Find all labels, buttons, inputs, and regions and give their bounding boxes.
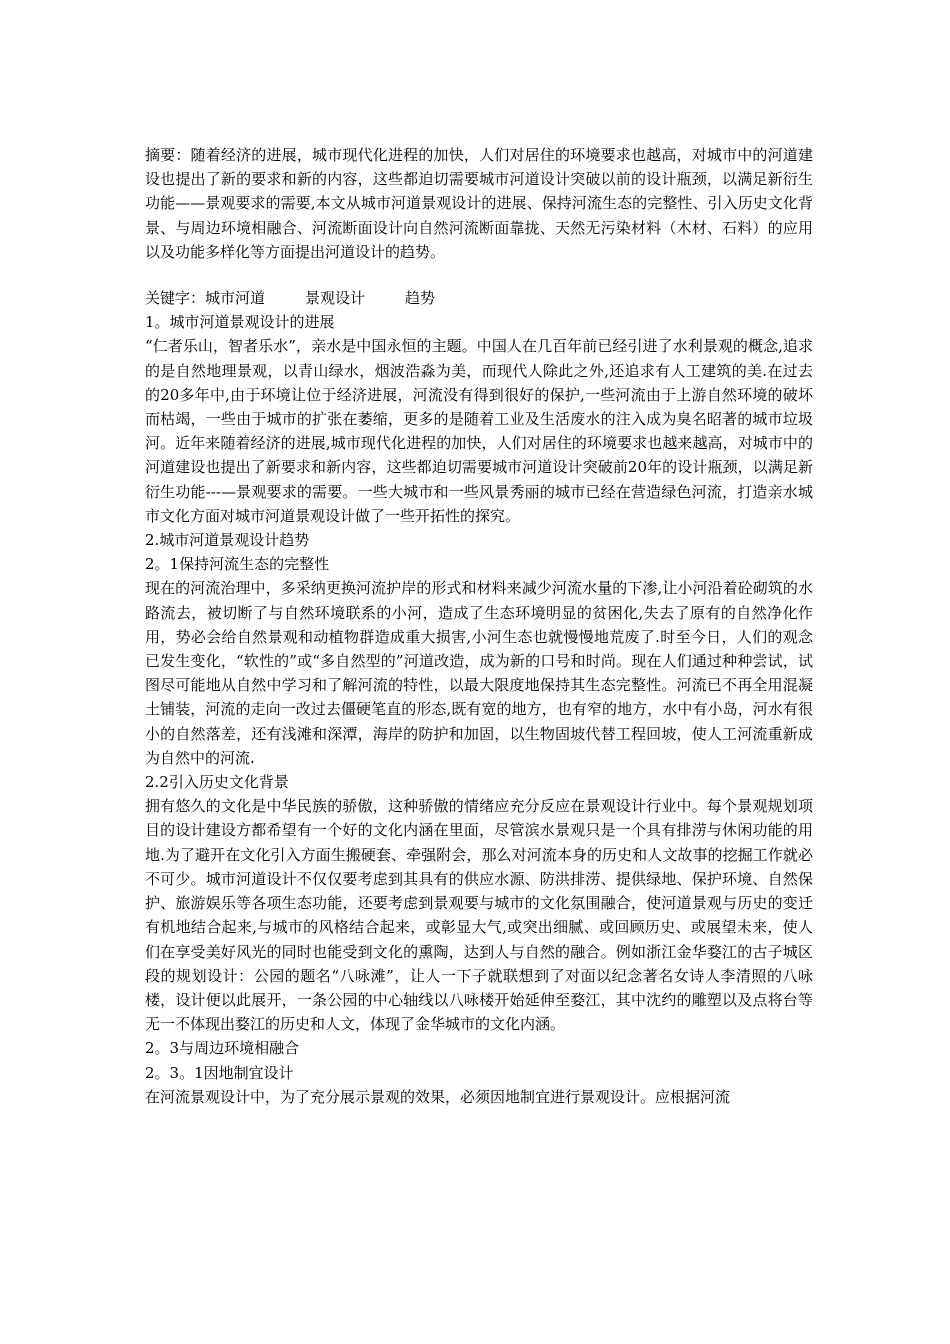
section-heading-1: 1。城市河道景观设计的进展 — [145, 313, 335, 332]
section-2-2-paragraph: 拥有悠久的文化是中华民族的骄傲，这种骄傲的情绪应充分反应在景观设计行业中。每个景观规划项目的设计建设方都希望有一个好的文化内涵在里面，尽管滨水景观只是一个具有排涝与休闲功能的用地.为了避开在文化引入方面生搬硬套、牵强附会，那么对河流本身的历史和人文故事的挖掘工作就必不可少。城市河道设计不仅仅要考虑到其具有的供应水源、防洪排涝、提供绿地、保护环境、自然保护、旅游娱乐等各项生态功能，还要考虑到景观要与城市的文化氛围融合，使河道景观与历史的变迁有机地结合起来,与城市的风格结合起来，或彰显大气,或突出细腻、或回顾历史、或展望未来，使人们在享受美好风光的同时也能受到文化的熏陶，达到人与自然的融合。例如浙江金华婺江的古子城区段的规划设计：公园的题名“八咏滩”，让人一下子就联想到了对面以纪念著名女诗人李清照的八咏楼，设计便以此展开，一条公园的中心轴线以八咏楼开始延伸至婺江，其中沈约的雕塑以及点将台等无一不体现出婺江的历史和人文，体现了金华城市的文化内涵。 — [145, 797, 813, 1034]
keyword-3: 趋势 — [405, 289, 436, 308]
keywords-label: 关键字：城市河道 — [145, 289, 266, 308]
keywords-line — [145, 286, 813, 310]
section-2-3-1-paragraph: 在河流景观设计中，为了充分展示景观的效果，必须因地制宜进行景观设计。应根据河流 — [145, 1087, 731, 1106]
section-heading-2-2: 2.2引入历史文化背景 — [145, 773, 289, 792]
section-heading-2-3: 2。3与周边环境相融合 — [145, 1039, 300, 1058]
section-heading-2-3-1: 2。3。1因地制宜设计 — [145, 1063, 294, 1082]
section-1-paragraph: “仁者乐山，智者乐水”，亲水是中国永恒的主题。中国人在几百年前已经引进了水利景观的概念,追求的是自然地理景观，以青山绿水，烟波浩淼为美，而现代人除此之外,还追求有人工建筑的美.在过去的20多年中,由于环境让位于经济进展，河流没有得到很好的保护,一些河流由于上游自然环境的破坏而枯竭，一些由于城市的扩张在萎缩，更多的是随着工业及生活废水的注入成为臭名昭著的城市垃圾河。近年来随着经济的进展,城市现代化进程的加快，人们对居住的环境要求也越来越高，对城市中的河道建设也提出了新要求和新内容，这些都迫切需要城市河道设计突破前20年的设计瓶颈，以满足新衍生功能---—景观要求的需要。一些大城市和一些风景秀丽的城市已经在营造绿色河流，打造亲水城市文化方面对城市河道景观设计做了一些开拓性的探究。 — [145, 337, 813, 525]
keyword-2: 景观设计 — [305, 289, 366, 308]
spacer — [145, 264, 813, 286]
document-body — [145, 143, 813, 1109]
abstract-paragraph: 摘要：随着经济的进展，城市现代化进程的加快，人们对居住的环境要求也越高，对城市中的河道建设也提出了新的要求和新的内容，这些都迫切需要城市河道设计突破以前的设计瓶颈，以满足新衍生功能——景观要求的需要,本文从城市河道景观设计的进展、保持河流生态的完整性、引入历史文化背景、与周边环境相融合、河流断面设计向自然河流断面靠拢、天然无污染材料（木材、石料）的应用以及功能多样化等方面提出河道设计的趋势。 — [145, 146, 813, 261]
section-heading-2: 2.城市河道景观设计趋势 — [145, 531, 310, 550]
section-heading-2-1: 2。1保持河流生态的完整性 — [145, 555, 330, 574]
section-2-1-paragraph: 现在的河流治理中，多采纳更换河流护岸的形式和材料来减少河流水量的下渗,让小河沿着砼砌筑的水路流去，被切断了与自然环境联系的小河，造成了生态环境明显的贫困化,失去了原有的自然净化作用，势必会给自然景观和动植物群造成重大损害,小河生态也就慢慢地荒废了.时至今日，人们的观念已发生变化，“软性的”或“多自然型的”河道改造，成为新的口号和时尚。现在人们通过种种尝试，试图尽可能地从自然中学习和了解河流的特性，以最大限度地保持其生态完整性。河流已不再全用混凝土铺装，河流的走向一改过去僵硬笔直的形态,既有宽的地方，也有窄的地方，水中有小岛，河水有很小的自然落差，还有浅滩和深潭，海岸的防护和加固，以生物固坡代替工程回坡，使人工河流重新成为自然中的河流. — [145, 579, 813, 767]
